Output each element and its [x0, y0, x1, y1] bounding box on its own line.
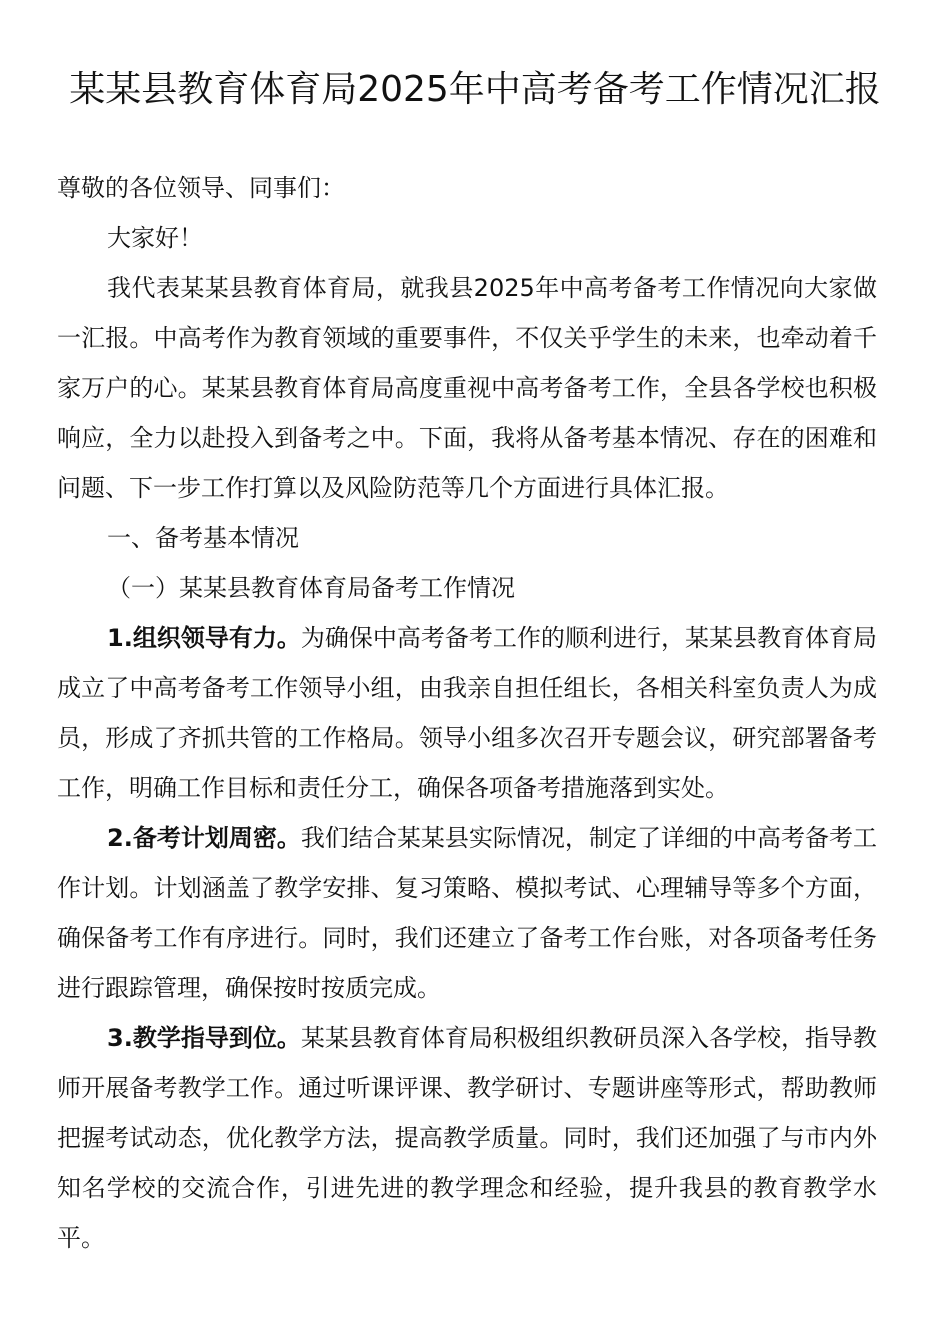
item-paragraph-3 — [57, 1013, 877, 1263]
document-title: 某某县教育体育局2025年中高考备考工作情况汇报 — [69, 69, 881, 110]
item-paragraph-1 — [57, 613, 877, 813]
subsection-heading: （一）某某县教育体育局备考工作情况 — [107, 574, 515, 602]
item-text-2: 我们结合某某县实际情况，制定了详细的中高考备考工作计划。计划涵盖了教学安排、复习策略、模拟考试、心理辅导等多个方面，确保备考工作有序进行。同时，我们还建立了备考工作台账，对各项备考任务进行跟踪管理，确保按时按质完成。 — [57, 824, 878, 1002]
item-lead-3: 3.教学指导到位。 — [107, 1024, 301, 1052]
item-lead-2: 2.备考计划周密。 — [107, 824, 301, 852]
greeting: 大家好！ — [107, 224, 203, 252]
item-text-3: 某某县教育体育局积极组织教研员深入各学校，指导教师开展备考教学工作。通过听课评课、教学研讨、专题讲座等形式，帮助教师把握考试动态，优化教学方法，提高教学质量。同时，我们还加强了与市内外知名学校的交流合作，引进先进的教学理念和经验，提升我县的教育教学水平。 — [57, 1024, 878, 1252]
document-body — [57, 163, 877, 1263]
item-paragraph-2 — [57, 813, 877, 1013]
intro-paragraph: 我代表某某县教育体育局，就我县2025年中高考备考工作情况向大家做一汇报。中高考作为教育领域的重要事件，不仅关乎学生的未来，也牵动着千家万户的心。某某县教育体育局高度重视中高考备考工作，全县各学校也积极响应，全力以赴投入到备考之中。下面，我将从备考基本情况、存在的困难和问题、下一步工作打算以及风险防范等几个方面进行具体汇报。 — [57, 274, 877, 502]
item-text-1: 为确保中高考备考工作的顺利进行，某某县教育体育局成立了中高考备考工作领导小组，由我亲自担任组长，各相关科室负责人为成员，形成了齐抓共管的工作格局。领导小组多次召开专题会议，研究部署备考工作，明确工作目标和责任分工，确保各项备考措施落到实处。 — [57, 624, 878, 802]
section-heading: 一、备考基本情况 — [107, 524, 299, 552]
salutation: 尊敬的各位领导、同事们： — [57, 174, 345, 202]
item-lead-1: 1.组织领导有力。 — [107, 624, 301, 652]
